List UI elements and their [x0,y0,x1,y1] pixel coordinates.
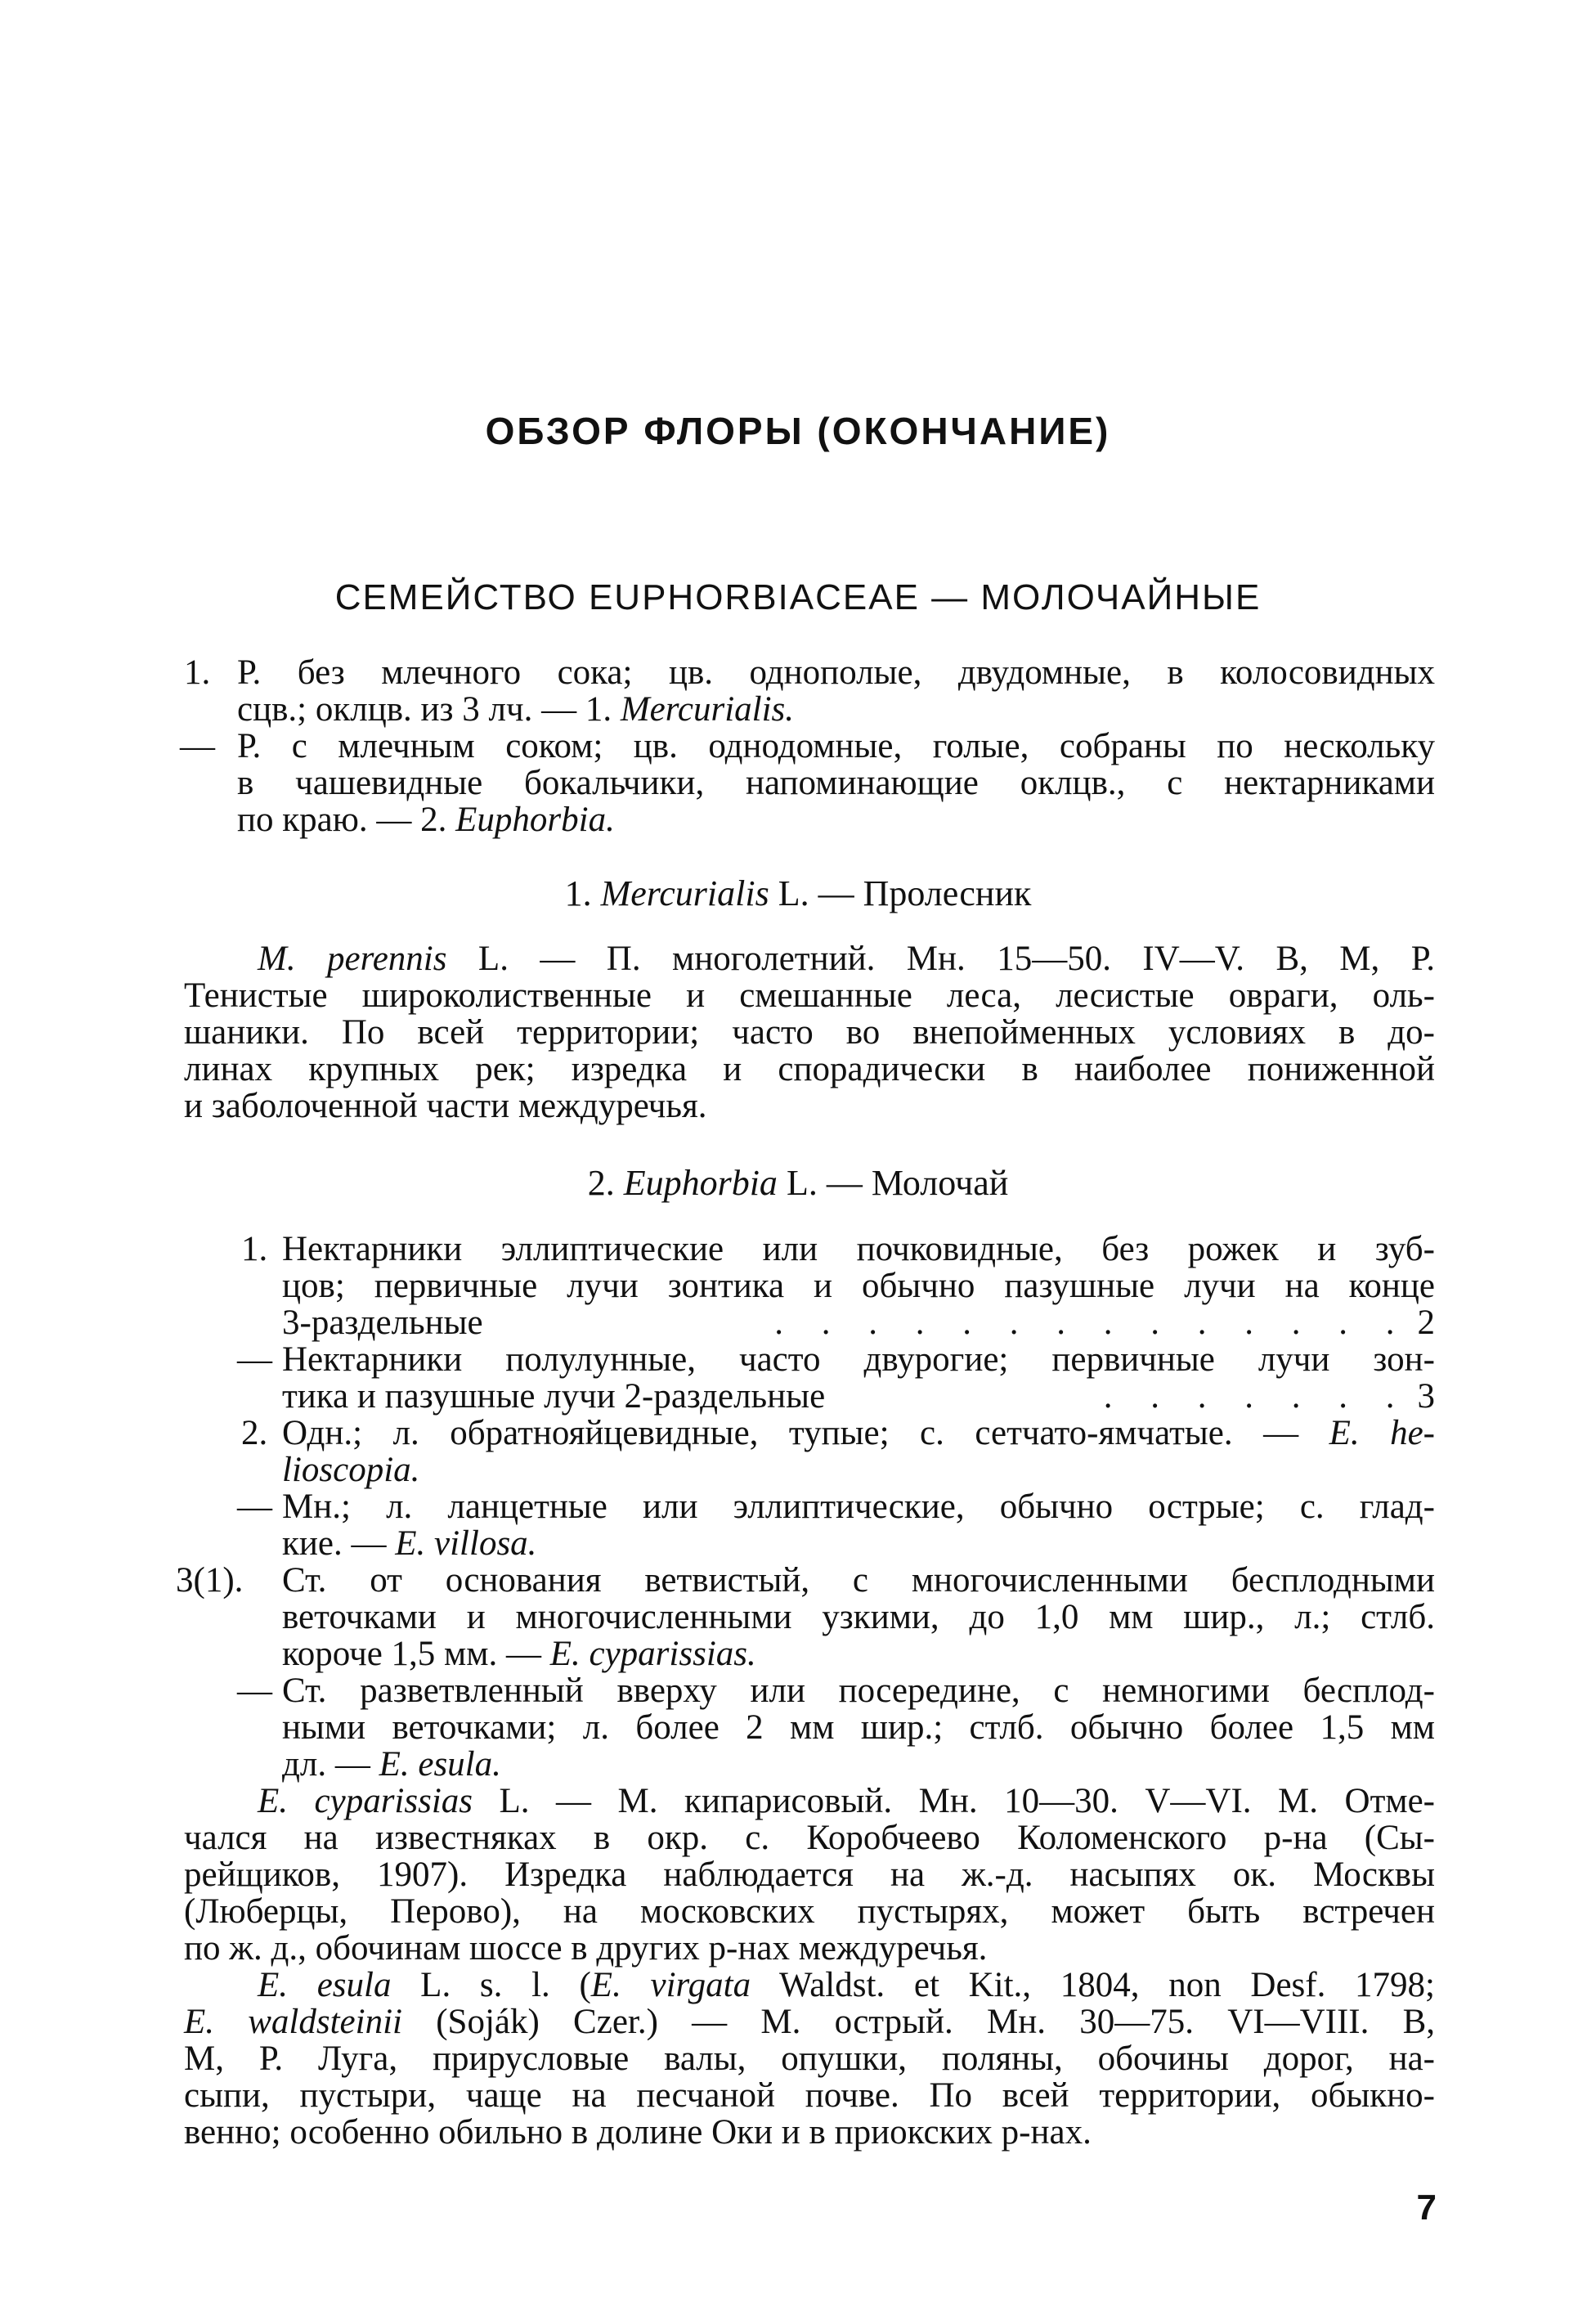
key-number: — [180,727,215,765]
key-number: 1. [184,653,211,692]
paragraph-line: Тенистые широколиственные и смешанные леса, лесистые овраги, оль- [184,976,1435,1015]
paragraph-line: E. cyparissias L. — М. кипарисовый. Мн. 10—30. V—VI. М. Отме- [258,1782,1435,1820]
key-couplet-3b [176,1672,1435,1783]
key-text-line: Одн.; л. обратнояйцевидные, тупые; с. сетчато-ямчатые. — E. he- [282,1414,1436,1452]
key-text-line: Мн.; л. ланцетные или эллиптические, обычно острые; с. глад- [282,1488,1435,1526]
key-couplet-1b [180,727,1435,839]
key-couplet-1 [176,1231,1435,1341]
key-couplet-1b [176,1341,1435,1415]
genus-heading-euphorbia: 2. Euphorbia L. — Молочай [587,1163,1009,1203]
key-text-line: ными веточками; л. более 2 мм шир.; стлб. обычно более 1,5 мм [282,1708,1435,1747]
key-text-line: сцв.; оклцв. из 3 лч. — 1. Mercurialis. [237,690,795,729]
key-target: 2 [1417,1304,1435,1342]
key-number: — [237,1340,272,1379]
paragraph-line: рейщиков, 1907). Изредка наблюдается на ж.-д. насыпях ок. Москвы [184,1856,1435,1894]
paragraph-line: венно; особенно обильно в долине Оки и в приокских р-нах. [184,2113,1092,2152]
paragraph-line: М, Р. Луга, прирусловые валы, опушки, поляны, обочины дорог, на- [184,2039,1435,2078]
species-esula [184,1967,1435,2151]
key-text-line: Нектарники полулунные, часто двурогие; первичные лучи зон- [282,1340,1435,1379]
key-text-line: цов; первичные лучи зонтика и обычно пазушные лучи на конце [282,1267,1435,1305]
paragraph-line: шаники. По всей территории; часто во внепойменных условиях в до- [184,1013,1435,1052]
key-number: — [237,1672,272,1710]
key-text-line: Р. с млечным соком; цв. однодомные, голые, собраны по нескольку [237,727,1435,765]
family-key [180,653,1435,839]
key-text-line: 3-раздельные . . . . . . . . . . . . . . 2 [282,1304,1435,1342]
paragraph-line: по ж. д., обочинам шоссе в других р-нах междуречья. [184,1929,988,1968]
paragraph-line: сыпи, пустыри, чаще на песчаной почве. По всей территории, обыкно- [184,2076,1435,2115]
key-number: — [237,1488,272,1526]
key-text-line: Р. без млечного сока; цв. однополые, двудомные, в колосовидных [237,653,1435,692]
genus-heading-mercurialis: 1. Mercurialis L. — Пролесник [564,873,1032,913]
genus-ref: Mercurialis. [620,690,795,729]
paragraph-line: E. waldsteinii (Soják) Czer.) — М. острый. Мн. 30—75. VI—VIII. В, [184,2003,1436,2041]
paragraph-line: E. esula L. s. l. (E. virgata Waldst. et Kit., 1804, non Desf. 1798; [258,1966,1435,2004]
key-text-line: кие. — E. villosa. [282,1524,537,1563]
key-couplet-2b [176,1488,1435,1562]
paragraph-line: чался на известняках в окр. с. Коробчеево Коломенского р-на (Сы- [184,1819,1435,1857]
genus-ref: Euphorbia. [455,801,615,839]
leader-dots: . . . . . . . [1103,1378,1410,1415]
family-title: СЕМЕЙСТВО EUPHORBIACEAE — МОЛОЧАЙНЫЕ [334,577,1262,617]
page-number: 7 [1416,2188,1437,2228]
key-text-line: тика и пазушные лучи 2-раздельные . . . . . . . 3 [282,1377,1435,1416]
paragraph-line: и заболоченной части междуречья. [184,1087,707,1125]
species-descriptions [184,1783,1435,2151]
key-text-line: дл. — E. esula. [282,1745,501,1784]
euphorbia-key [176,1231,1435,1783]
key-couplet-3 [176,1562,1435,1672]
leader-dots: . . . . . . . . . . . . . . [774,1304,1410,1341]
key-text-line: Ст. разветвленный вверху или посередине, с немногими бесплод- [282,1672,1435,1710]
key-text-line: Ст. от основания ветвистый, с многочисленными бесплодными [282,1561,1435,1600]
paragraph-line: линах крупных рек; изредка и спорадически в наиболее пониженной [184,1050,1435,1088]
key-text-line: веточками и многочисленными узкими, до 1,0 мм шир., л.; стлб. [282,1598,1435,1636]
key-number: 1. [241,1230,268,1268]
key-couplet-1 [184,654,1435,728]
mercurialis-description [184,940,1435,1124]
paragraph-line: M. perennis L. — П. многолетний. Мн. 15—50. IV—V. В, М, Р. [258,940,1436,978]
paragraph-line: (Люберцы, Перово), на московских пустырях, может быть встречен [184,1892,1435,1931]
key-text-line: короче 1,5 мм. — E. cyparissias. [282,1635,756,1673]
key-text-line: lioscopia. [282,1451,420,1489]
key-couplet-2 [176,1415,1435,1488]
key-text-line: в чашевидные бокальчики, напоминающие оклцв., с нектарниками [237,764,1435,802]
page-title: ОБЗОР ФЛОРЫ (ОКОНЧАНИЕ) [485,410,1111,452]
key-text-line: Нектарники эллиптические или почковидные, без рожек и зуб- [282,1230,1435,1268]
key-number: 3(1). [176,1561,244,1600]
key-number: 2. [241,1414,268,1452]
key-target: 3 [1417,1377,1435,1416]
key-text-line: по краю. — 2. Euphorbia. [237,801,615,839]
species-cyparissias [184,1783,1435,1967]
